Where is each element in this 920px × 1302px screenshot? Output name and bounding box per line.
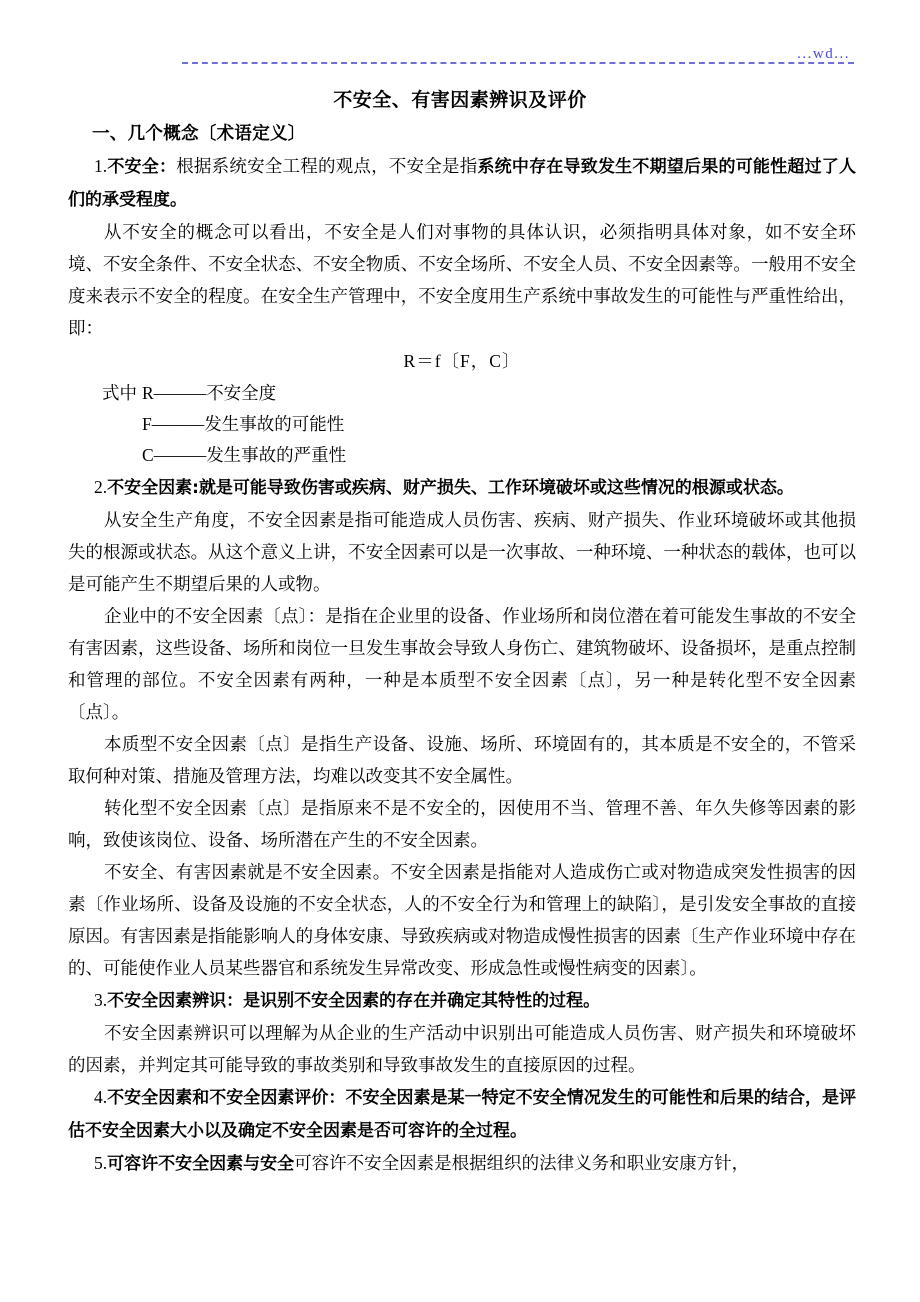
term-1-number: 1. <box>94 156 108 176</box>
term-2-label: 不安全因素: <box>107 478 199 498</box>
paragraph-enterprise-unsafe-factors: 企业中的不安全因素〔点〕：是指在企业里的设备、作业场所和岗位潜在着可能发生事故的不安全有害因素，这些设备、场所和岗位一旦发生事故会导致人身伤亡、建筑物破坏、设备损坏，是重点控制和管理的部位。不安全因素有两种，一种是本质型不安全因素〔点〕，另一种是转化型不安全因素〔点〕。 <box>68 606 856 722</box>
dash-run-2: ——— <box>151 414 205 434</box>
dash-run-3: ——— <box>153 445 207 465</box>
term-2-number: 2. <box>94 477 108 497</box>
symbol-R: R <box>142 383 154 403</box>
term-4-number: 4. <box>94 1087 108 1107</box>
term-entry-1 <box>68 150 856 216</box>
term-5-number: 5. <box>94 1153 108 1173</box>
document-body <box>68 118 856 1180</box>
header-dashed-rule <box>182 62 854 64</box>
term-3-label: 不安全因素辨识： <box>107 991 244 1011</box>
term-entry-4 <box>68 1081 856 1147</box>
term-1-lead-bold: 系统中存在导致发生不期望后果的可能性超过了人们的承受程度。 <box>68 157 857 210</box>
formula-risk: R＝f〔F，C〕 <box>403 351 521 371</box>
paragraph-identification-explanation: 不安全因素辨识可以理解为从企业的生产活动中识别出可能造成人员伤害、财产损失和环境破坏的因素，并判定其可能导致的事故类别和导致事故发生的直接原因的过程。 <box>68 1023 856 1075</box>
term-4-label: 不安全因素和不安全因素评价： <box>107 1088 346 1108</box>
meaning-R: 不安全度 <box>206 383 277 403</box>
dash-run-1: ——— <box>153 383 207 403</box>
term-5-label: 可容许不安全因素与安全 <box>107 1154 295 1174</box>
term-3-number: 3. <box>94 990 108 1010</box>
paragraph-concept-explanation: 从不安全的概念可以看出，不安全是人们对事物的具体认识，必须指明具体对象，如不安全环境、不安全条件、不安全状态、不安全物质、不安全场所、不安全人员、不安全因素等。一般用不安全度来表示不安全的程度。在安全生产管理中，不安全度用生产系统中事故发生的可能性与严重性给出，即： <box>68 222 856 338</box>
paragraph-unsafe-and-harmful: 不安全、有害因素就是不安全因素。不安全因素是指能对人造成伤亡或对物造成突发性损害的因素〔作业场所、设备及设施的不安全状态，人的不安全行为和管理上的缺陷〕，是引发安全事故的直接原因。有害因素是指能影响人的身体安康、导致疾病或对物造成慢性损害的因素〔生产作业环境中存在的、可能使作业人员某些器官和系统发生异常改变、形成急性或慢性病变的因素〕。 <box>68 862 856 978</box>
paragraph-transformed-type: 转化型不安全因素〔点〕是指原来不是不安全的，因使用不当、管理不善、年久失修等因素的影响，致使该岗位、设备、场所潜在产生的不安全因素。 <box>68 798 856 850</box>
term-entry-5 <box>68 1147 856 1180</box>
formula-where-row-2 <box>68 409 856 440</box>
formula-where-label: 式中 <box>102 383 137 403</box>
term-5-definition: 可容许不安全因素是根据组织的法律义务和职业安康方针， <box>294 1153 750 1173</box>
term-3-definition: 是识别不安全因素的存在并确定其特性的过程。 <box>243 991 601 1011</box>
page-title: 不安全、有害因素辨识及评价 <box>333 89 587 111</box>
paragraph-intrinsic-type: 本质型不安全因素〔点〕是指生产设备、设施、场所、环境固有的，其本质是不安全的，不管采取何种对策、措施及管理方法，均难以改变其不安全属性。 <box>68 734 856 786</box>
meaning-F: 发生事故的可能性 <box>204 414 345 434</box>
term-entry-2 <box>68 471 856 504</box>
formula-where-item-2 <box>142 409 344 440</box>
term-2-definition: 就是可能导致伤害或疾病、财产损失、工作环境破坏或这些情况的根源或状态。 <box>198 478 794 498</box>
formula-where-item-1 <box>142 378 276 409</box>
section-heading-concepts: 一、几个概念〔术语定义〕 <box>92 124 306 144</box>
formula-where-row-3 <box>68 440 856 471</box>
term-entry-3 <box>68 984 856 1017</box>
formula-where-item-3 <box>142 440 346 471</box>
page-header <box>68 40 854 70</box>
term-1-label: 不安全： <box>107 157 177 177</box>
symbol-C: C <box>142 445 154 465</box>
meaning-C: 发生事故的严重性 <box>206 445 347 465</box>
header-watermark-text: ...wd... <box>791 47 852 61</box>
term-4-definition: 不安全因素是某一特定不安全情况发生的可能性和后果的结合，是评估不安全因素大小以及确定不安全因素是否可容许的全过程。 <box>68 1088 857 1141</box>
formula-where-row-1 <box>68 378 856 409</box>
paragraph-unsafe-factor-perspective: 从安全生产角度，不安全因素是指可能造成人员伤害、疾病、财产损失、作业环境破坏或其他损失的根源或状态。从这个意义上讲，不安全因素可以是一次事故、一种环境、一种状态的载体，也可以是可能产生不期望后果的人或物。 <box>68 510 856 594</box>
symbol-F: F <box>142 414 152 434</box>
term-1-lead-regular: 根据系统安全工程的观点，不安全是指 <box>176 156 478 176</box>
